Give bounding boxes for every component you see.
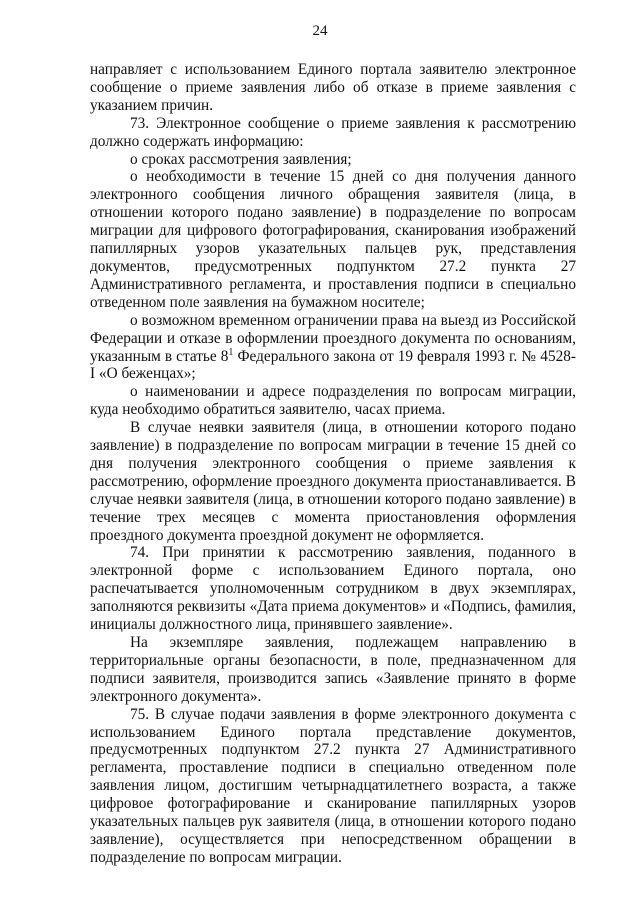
list-item-personal-visit: о необходимости в течение 15 дней со дня получения данного электронного сообщения личного обращения заявителя (лица, в отношении которого подано заявление) в подразделение по вопросам миграции для цифрового фотографирования, сканирования изображений папиллярных узоров указательных пальцев рук, представления документов, предусмотренных подпунктом 27.2 пункта 27 Административного регламента, и проставления подписи в специально отведенном поле заявления на бумажном носителе; [90, 168, 576, 311]
paragraph-74: 74. При принятии к рассмотрению заявления, поданного в электронной форме с использованием Единого портала, оно распечатывается уполномоченным сотрудником в двух экземплярах, заполняются реквизиты «Дата приема документов» и «Подпись, фамилия, инициалы должностного лица, принявшего заявление». [90, 544, 576, 634]
page-number: 24 [312, 23, 328, 39]
list-item-review-terms: о сроках рассмотрения заявления; [130, 150, 352, 168]
paragraph-security-copy: На экземпляре заявления, подлежащем направлению в территориальные органы безопасности, в поле, предназначенном для подписи заявителя, производится запись «Заявление принято в форме электронного документа». [90, 634, 576, 705]
paragraph-continuation: направляет с использованием Единого портала заявителю электронное сообщение о приеме заявления либо об отказе в приеме заявления с указанием причин. [90, 61, 576, 114]
exit-restriction-law: Федерального закона от 19 февраля 1993 г. № 4528-I «О беженцах»; [90, 347, 576, 383]
list-item-exit-restriction [90, 312, 576, 384]
exit-restriction-text: о возможном временном ограничении права на выезд из Российской Федерации и отказе в оформлении проездного документа по основаниям, указанным в статье 8 [90, 311, 576, 365]
paragraph-75: 75. В случае подачи заявления в форме электронного документа с использованием Единого портала представление документов, предусмотренных подпунктом 27.2 пункта 27 Административного регламента, проставление подписи в специально отведенном поле заявления лицом, достигшим четырнадцатилетнего возраста, а также цифровое фотографирование и сканирование папиллярных узоров указательных пальцев рук заявителя (лица, в отношении которого подано заявление), осуществляется при непосредственном обращении в подразделение по вопросам миграции. [90, 705, 576, 866]
document-body [90, 61, 576, 867]
paragraph-73: 73. Электронное сообщение о приеме заявления к рассмотрению должно содержать информацию: [90, 114, 576, 150]
article-superscript: 1 [228, 346, 234, 358]
paragraph-non-appearance: В случае неявки заявителя (лица, в отношении которого подано заявление) в подразделение по вопросам миграции в течение 15 дней со дня получения электронного сообщения о приеме заявления к рассмотрению, оформление проездного документа приостанавливается. В случае неявки заявителя (лица, в отношении которого подано заявление) в течение трех месяцев с момента приостановления оформления проездного документа проездной документ не оформляется. [90, 419, 576, 544]
list-item-office-address: о наименовании и адресе подразделения по вопросам миграции, куда необходимо обратиться заявителю, часах приема. [90, 383, 576, 419]
